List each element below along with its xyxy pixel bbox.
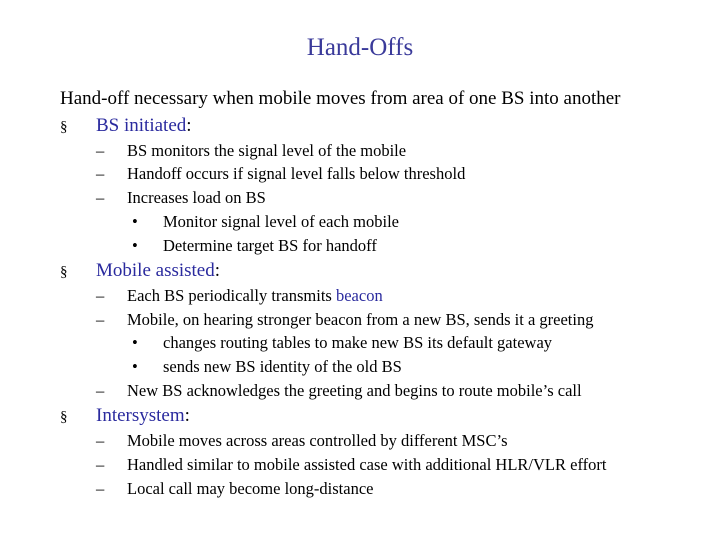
list-item xyxy=(96,286,383,306)
sub-list-item-text: changes routing tables to make new BS its default gateway xyxy=(163,333,553,352)
section-bs-initiated xyxy=(60,115,192,137)
sub-list-item xyxy=(132,236,377,256)
dot-icon: • xyxy=(132,333,138,352)
section-mobile-assisted xyxy=(60,260,220,282)
heading-colon: : xyxy=(186,115,192,136)
dash-icon: – xyxy=(96,431,105,450)
list-item xyxy=(96,164,465,184)
list-item-text: Handled similar to mobile assisted case with additional HLR/VLR effort xyxy=(127,455,607,474)
list-item xyxy=(96,431,508,451)
dash-icon: – xyxy=(96,455,105,474)
list-item-text: BS monitors the signal level of the mobile xyxy=(127,141,407,160)
dash-icon: – xyxy=(96,286,105,305)
list-item xyxy=(96,188,266,208)
list-item-text: Increases load on BS xyxy=(127,188,266,207)
sub-list-item xyxy=(132,357,402,377)
list-item-text: Each BS periodically transmits xyxy=(127,286,332,305)
section-bullet-icon: § xyxy=(60,409,68,425)
list-item xyxy=(96,479,373,499)
section-heading: Mobile assisted xyxy=(96,260,215,281)
dash-icon: – xyxy=(96,310,105,329)
dash-icon: – xyxy=(96,381,105,400)
dash-icon: – xyxy=(96,188,105,207)
sub-list-item-text: Monitor signal level of each mobile xyxy=(163,212,399,231)
intro-text: Hand-off necessary when mobile moves from area of one BS into another xyxy=(60,88,621,109)
section-intersystem xyxy=(60,405,190,427)
section-heading: Intersystem xyxy=(96,405,185,426)
dash-icon: – xyxy=(96,141,105,160)
sub-list-item xyxy=(132,333,552,353)
highlight-beacon: beacon xyxy=(335,286,383,305)
dot-icon: • xyxy=(132,357,138,376)
section-heading: BS initiated xyxy=(96,115,187,136)
list-item-text: Local call may become long-distance xyxy=(127,479,374,498)
dot-icon: • xyxy=(132,212,138,231)
list-item xyxy=(96,141,406,161)
list-item xyxy=(96,381,582,401)
sub-list-item-text: Determine target BS for handoff xyxy=(163,236,377,255)
dash-icon: – xyxy=(96,164,105,183)
heading-colon: : xyxy=(214,260,221,281)
section-bullet-icon: § xyxy=(60,119,68,135)
heading-colon: : xyxy=(184,405,190,426)
page-title: Hand-Offs xyxy=(306,34,414,61)
dash-icon: – xyxy=(96,479,105,498)
list-item-text: Mobile moves across areas controlled by different MSC’s xyxy=(127,431,508,450)
list-item xyxy=(96,310,593,330)
list-item xyxy=(96,455,606,475)
sub-list-item xyxy=(132,212,399,232)
dot-icon: • xyxy=(132,236,138,255)
list-item-text: Handoff occurs if signal level falls below threshold xyxy=(127,164,466,183)
section-bullet-icon: § xyxy=(60,264,68,280)
list-item-text: New BS acknowledges the greeting and begins to route mobile’s call xyxy=(127,381,582,400)
sub-list-item-text: sends new BS identity of the old BS xyxy=(163,357,402,376)
list-item-text: Mobile, on hearing stronger beacon from a new BS, sends it a greeting xyxy=(127,310,594,329)
